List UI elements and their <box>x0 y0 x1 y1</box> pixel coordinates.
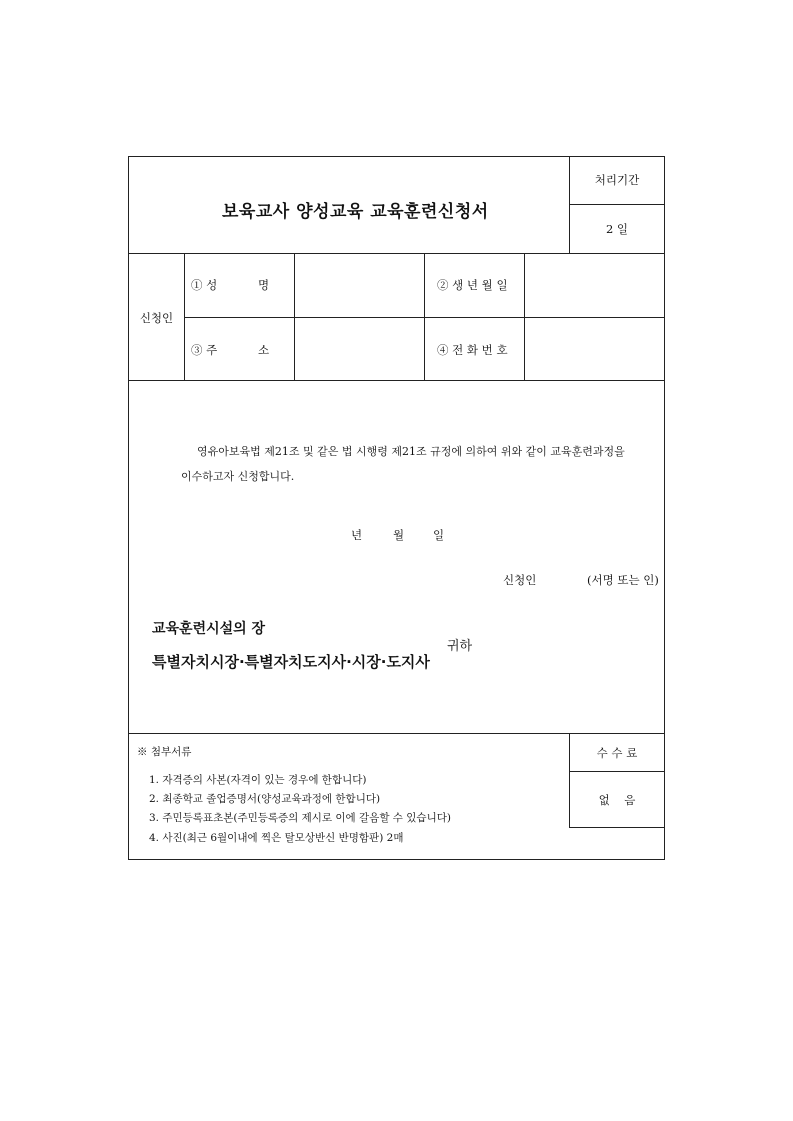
date-month-label: 월 <box>393 528 405 542</box>
attachments-heading: ※ 첨부서류 <box>137 746 192 758</box>
attachment-item: 2. 최종학교 졸업증명서(양성교육과정에 한합니다) <box>149 793 381 805</box>
address-field[interactable] <box>295 318 424 380</box>
honorific-label: 귀하 <box>447 639 473 654</box>
fee-value: 없 음 <box>598 793 636 807</box>
statement-line2: 이수하고자 신청합니다. <box>181 470 295 483</box>
name-label-tail: 명 <box>258 278 270 292</box>
name-label: ① 성 <box>191 278 218 292</box>
divider-applicant-bottom <box>129 380 664 381</box>
attachment-item: 1. 자격증의 사본(자격이 있는 경우에 한합니다) <box>149 774 367 786</box>
divider-field-label2 <box>424 253 425 380</box>
divider-processing-mid <box>569 204 664 205</box>
address-label: ③ 주 <box>191 343 218 357</box>
divider-fee-bottom <box>569 827 664 828</box>
divider-applicant-label <box>184 253 185 380</box>
fee-label: 수 수 료 <box>596 746 638 760</box>
birthdate-field[interactable] <box>525 254 664 317</box>
birthdate-label: ② 생 년 월 일 <box>437 278 508 292</box>
signer-label: 신청인 <box>503 573 537 587</box>
statement-line1: 영유아보육법 제21조 및 같은 법 시행령 제21조 규정에 의하여 위와 같이 교육훈련과정을 <box>197 445 625 458</box>
phone-field[interactable] <box>525 318 664 380</box>
address-label-tail: 소 <box>258 343 270 357</box>
divider-body-bottom <box>129 733 664 734</box>
date-day-label: 일 <box>433 528 445 542</box>
name-field[interactable] <box>295 254 424 317</box>
addressee-facility-head: 교육훈련시설의 장 <box>152 621 266 637</box>
attachment-item: 4. 사진(최근 6월이내에 찍은 탈모상반신 반명함판) 2매 <box>149 832 404 844</box>
form-title: 보육교사 양성교육 교육훈련신청서 <box>222 202 489 222</box>
signature-note: (서명 또는 인) <box>587 573 659 587</box>
attachment-item: 3. 주민등록표초본(주민등록증의 제시로 이에 갈음할 수 있습니다) <box>149 812 451 824</box>
processing-period-value: 2 일 <box>605 222 629 236</box>
phone-label: ④ 전 화 번 호 <box>437 343 508 357</box>
applicant-section-label: 신청인 <box>139 311 174 325</box>
processing-period-label: 처리기간 <box>594 173 640 187</box>
divider-fee-mid <box>569 771 664 772</box>
application-form <box>128 156 665 860</box>
addressee-mayor-governor: 특별자치시장·특별자치도지사·시장·도지사 <box>152 653 430 671</box>
date-year-label: 년 <box>351 528 363 542</box>
